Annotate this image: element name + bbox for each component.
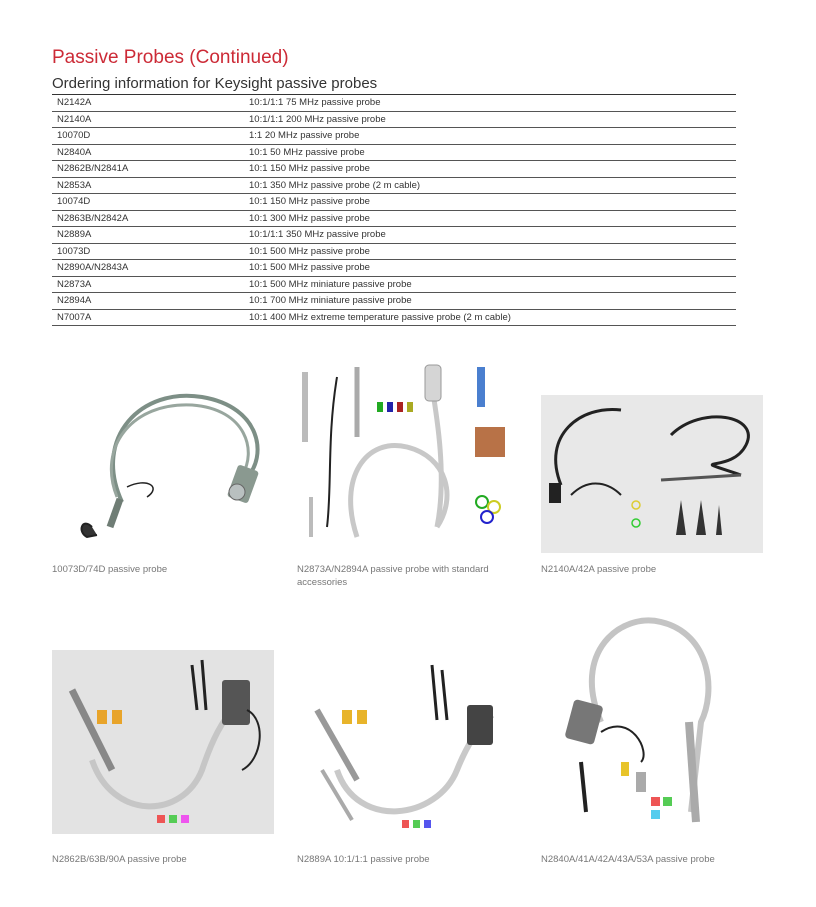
- description-cell: 10:1 150 MHz passive probe: [249, 163, 370, 174]
- model-cell: N2889A: [57, 229, 92, 240]
- table-row: [52, 178, 736, 195]
- model-cell: N2863B/N2842A: [57, 212, 129, 224]
- photo-caption: N2873A/N2894A passive probe with standard accessories: [297, 564, 489, 588]
- table-row: [52, 211, 736, 228]
- ordering-table-title: Ordering information for Keysight passive probes: [52, 75, 378, 92]
- model-cell: N2894A: [57, 295, 92, 306]
- description-cell: 10:1 700 MHz miniature passive probe: [249, 295, 412, 306]
- table-row: [52, 95, 736, 112]
- ordering-table: [52, 94, 736, 326]
- probe-photo-10073d: [52, 357, 274, 553]
- description-cell: 10:1/1:1 75 MHz passive probe: [249, 97, 381, 108]
- model-cell: N2873A: [57, 278, 92, 290]
- model-cell: N2840A: [57, 146, 92, 158]
- table-row: [52, 310, 736, 327]
- model-cell: 10073D: [57, 245, 91, 257]
- page-title: Passive Probes (Continued): [52, 46, 289, 68]
- photo-caption: N2889A 10:1/1:1 passive probe: [297, 854, 430, 865]
- description-cell: 1:1 20 MHz passive probe: [249, 130, 360, 141]
- probe-photo-n2840a: [541, 612, 763, 840]
- table-row: [52, 244, 736, 261]
- photo-caption: 10073D/74D passive probe: [52, 564, 168, 575]
- photo-caption: N2862B/63B/90A passive probe: [52, 854, 187, 865]
- probe-photo-n2873a: [297, 357, 519, 553]
- description-cell: 10:1 500 MHz passive probe: [249, 245, 370, 257]
- probe-photo-n2140a: [541, 395, 763, 553]
- description-cell: 10:1 300 MHz passive probe: [249, 212, 370, 224]
- description-cell: 10:1 400 MHz extreme temperature passive probe (2 m cable): [249, 311, 511, 323]
- model-cell: 10074D: [57, 196, 91, 207]
- description-cell: 10:1 500 MHz miniature passive probe: [249, 278, 412, 290]
- photo-caption: N2840A/41A/42A/43A/53A passive probe: [541, 854, 715, 865]
- table-row: [52, 293, 736, 310]
- table-row: [52, 277, 736, 294]
- description-cell: 10:1/1:1 200 MHz passive probe: [249, 113, 386, 125]
- table-row: [52, 194, 736, 211]
- table-row: [52, 227, 736, 244]
- model-cell: N2890A/N2843A: [57, 262, 129, 273]
- table-row: [52, 128, 736, 145]
- model-cell: N2140A: [57, 113, 92, 125]
- table-row: [52, 145, 736, 162]
- model-cell: N2142A: [57, 97, 92, 108]
- description-cell: 10:1 500 MHz passive probe: [249, 262, 370, 273]
- model-cell: N2853A: [57, 179, 92, 191]
- model-cell: N2862B/N2841A: [57, 163, 129, 174]
- description-cell: 10:1/1:1 350 MHz passive probe: [249, 229, 386, 240]
- description-cell: 10:1 350 MHz passive probe (2 m cable): [249, 179, 421, 191]
- table-row: [52, 260, 736, 277]
- description-cell: 10:1 50 MHz passive probe: [249, 146, 365, 158]
- table-row: [52, 161, 736, 178]
- probe-photo-n2889a: [297, 650, 519, 840]
- model-cell: N7007A: [57, 311, 92, 323]
- table-row: [52, 112, 736, 129]
- description-cell: 10:1 150 MHz passive probe: [249, 196, 370, 207]
- photo-caption: N2140A/42A passive probe: [541, 564, 657, 575]
- model-cell: 10070D: [57, 130, 91, 141]
- probe-photo-n2862b: [52, 650, 274, 834]
